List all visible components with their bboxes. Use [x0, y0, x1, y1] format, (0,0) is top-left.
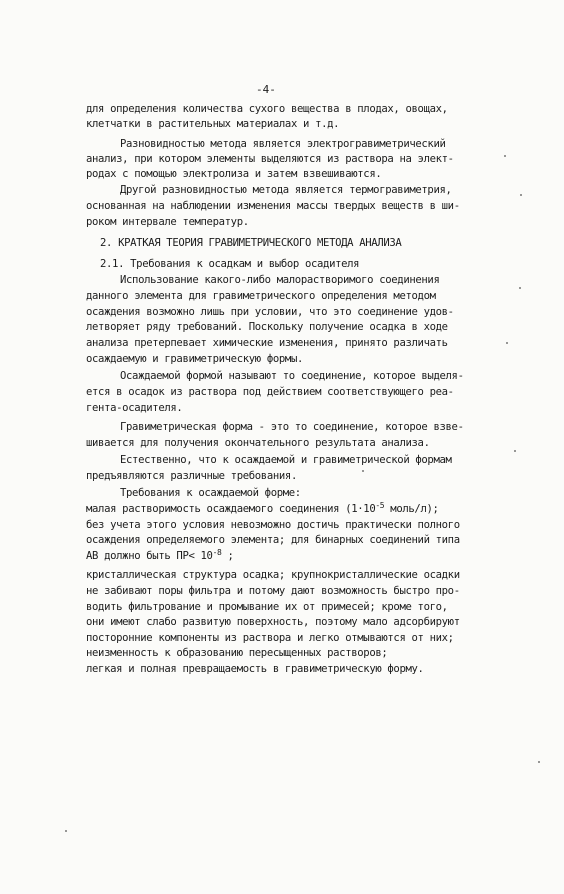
superscript: -5	[375, 501, 385, 510]
text-line: клетчатки в растительных материалах и т.д.	[86, 118, 340, 130]
text-line: Использование какого-либо малорастворимого соединения	[120, 274, 440, 286]
text-line: осаждения возможно лишь при условии, что это соединение удов-	[86, 306, 454, 318]
text-line: основанная на наблюдении изменения массы твердых веществ в ши-	[86, 200, 460, 212]
text-line: водить фильтрование и промывание их от примесей; кроме того,	[86, 601, 448, 613]
text-line: для определения количества сухого вещества в плодах, овощах,	[86, 103, 448, 115]
text-line: Естественно, что к осаждаемой и гравиметрической формам	[120, 454, 452, 466]
text-line: осаждаемую и гравиметрическую формы.	[86, 353, 304, 365]
text-run: моль/л);	[384, 503, 439, 515]
text-line: анализа претерпевает химические изменения, принято различать	[86, 337, 448, 349]
text-line: роком интервале температур.	[86, 216, 249, 228]
text-line: анализ, при котором элементы выделяются из раствора на элект-	[86, 153, 454, 165]
text-line: родах с помощью электролиза и затем взвешиваются.	[86, 168, 382, 180]
text-line	[86, 549, 234, 563]
scan-speck	[519, 287, 521, 289]
text-line: Осаждаемой формой называют то соединение, которое выделя-	[120, 370, 464, 382]
page-number: -4-	[256, 83, 276, 96]
text-line: шивается для получения окончательного результата анализа.	[86, 437, 430, 449]
text-line: предъявляются различные требования.	[86, 470, 297, 482]
text-line: Требования к осаждаемой форме:	[120, 487, 301, 499]
text-line: кристаллическая структура осадка; крупнокристаллические осадки	[86, 569, 460, 581]
subsection-heading: 2.1. Требования к осадкам и выбор осадителя	[100, 258, 360, 270]
superscript: -8	[212, 548, 222, 557]
scan-speck	[65, 830, 67, 832]
scan-speck	[506, 342, 508, 344]
text-line: они имеют слабо развитую поверхность, поэтому мало адсорбируют	[86, 616, 460, 628]
text-line: осаждения определяемого элемента; для бинарных соединений типа	[86, 534, 460, 546]
text-run: ;	[221, 550, 234, 562]
text-run: АВ должно быть ПР< 10	[86, 550, 213, 562]
text-line: Разновидностью метода является электрогравиметрический	[120, 138, 446, 150]
scan-speck	[514, 450, 516, 452]
text-line: летворяет ряду требований. Поскольку получение осадка в ходе	[86, 321, 448, 333]
text-line: гента-осадителя.	[86, 402, 183, 414]
text-line: неизменность к образованию пересыщенных растворов;	[86, 647, 388, 659]
scan-speck	[362, 470, 364, 472]
text-line: без учета этого условия невозможно достичь практически полного	[86, 519, 460, 531]
text-line: посторонние компоненты из раствора и легко отмываются от них;	[86, 632, 454, 644]
section-heading: 2. КРАТКАЯ ТЕОРИЯ ГРАВИМЕТРИЧЕСКОГО МЕТОДА АНАЛИЗА	[100, 237, 402, 249]
scan-speck	[520, 194, 522, 196]
text-line: данного элемента для гравиметрического определения методом	[86, 290, 436, 302]
scan-speck	[504, 155, 506, 157]
text-line: Гравиметрическая форма - это то соединение, которое взве-	[120, 421, 464, 433]
scan-speck	[538, 761, 540, 763]
text-line: не забивают поры фильтра и потому дают возможность быстро про-	[86, 585, 460, 597]
text-line: ется в осадок из раствора под действием соответствующего реа-	[86, 386, 454, 398]
text-line: Другой разновидностью метода является термогравиметрия,	[120, 184, 452, 196]
text-run: малая растворимость осаждаемого соединения (1·10	[86, 503, 376, 515]
text-line: легкая и полная превращаемость в гравиметрическую форму.	[86, 663, 424, 675]
text-line	[86, 502, 439, 516]
